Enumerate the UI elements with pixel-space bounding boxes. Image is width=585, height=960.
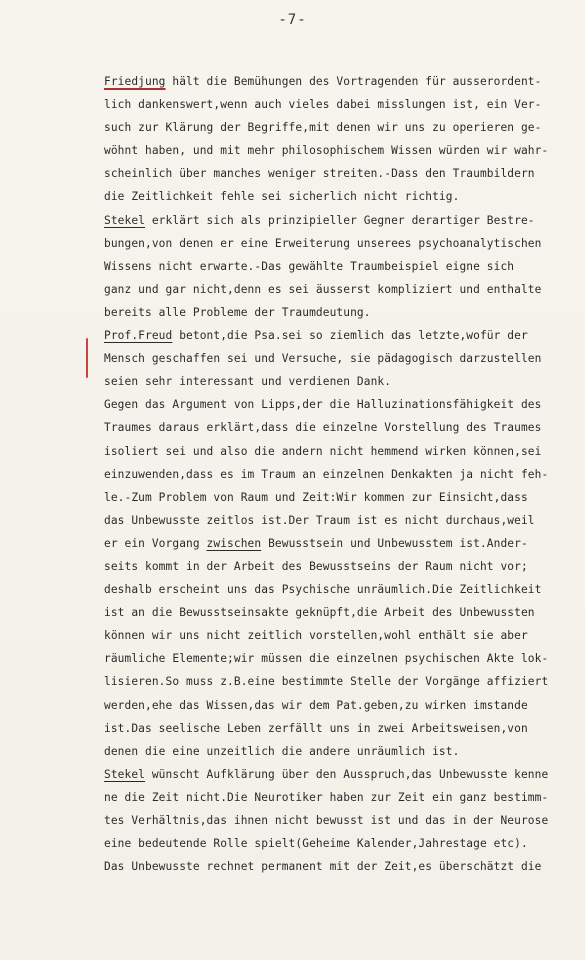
text-line xyxy=(104,393,579,416)
text-line xyxy=(104,786,579,809)
text-line xyxy=(104,162,579,185)
text-line xyxy=(104,624,579,647)
text-line xyxy=(104,670,579,693)
text-line xyxy=(104,486,579,509)
line-text: scheinlich über manches weniger streiten.-Dass den Traumbildern xyxy=(104,167,535,181)
text-line xyxy=(104,93,579,116)
line-text: hält die Bemühungen des Vortragenden für ausserordent- xyxy=(165,75,542,88)
text-line xyxy=(104,809,579,832)
paragraph xyxy=(104,763,579,878)
text-line xyxy=(104,463,579,486)
line-text: wünscht Aufklärung über den Ausspruch,das Unbewusste kenne xyxy=(145,767,549,781)
line-text: Traumes daraus erklärt,dass die einzelne Vorstellung des Traumes xyxy=(104,421,542,435)
line-text: Das Unbewusste rechnet permanent mit der Zeit,es überschätzt die xyxy=(104,860,542,874)
line-text: tes Verhältnis,das ihnen nicht bewusst ist und das in der Neurose xyxy=(104,814,549,827)
text-line xyxy=(104,694,579,717)
line-text: erklärt sich als prinzipieller Gegner derartiger Bestre- xyxy=(145,213,535,227)
line-text: Bewusstsein und Unbewusstem ist.Ander- xyxy=(261,536,528,550)
line-text: lich dankenswert,wenn auch vieles dabei misslungen ist, ein Ver- xyxy=(104,98,542,112)
line-text: er ein Vorgang xyxy=(104,536,207,550)
speaker-name: Prof.Freud xyxy=(104,329,173,343)
text-line xyxy=(104,555,579,578)
text-line xyxy=(104,370,579,393)
text-line xyxy=(104,855,579,878)
line-text: betont,die Psa.sei so ziemlich das letzte,wofür der xyxy=(172,329,528,343)
text-line xyxy=(104,509,579,532)
text-line xyxy=(104,578,579,601)
line-text: wöhnt haben, und mit mehr philosophischem Wissen würden wir wahr- xyxy=(104,144,549,158)
text-line xyxy=(104,185,579,208)
text-line xyxy=(104,139,579,162)
line-text: Gegen das Argument von Lipps,der die Halluzinationsfähigkeit des xyxy=(104,398,542,412)
line-text: ne die Zeit nicht.Die Neurotiker haben zur Zeit ein ganz bestimm- xyxy=(104,790,549,804)
line-text: Wissens nicht erwarte.-Das gewählte Traumbeispiel eigne sich xyxy=(104,259,515,273)
line-text: ist.Das seelische Leben zerfällt uns in zwei Arbeitsweisen,von xyxy=(104,721,528,735)
speaker-name: Friedjung xyxy=(104,75,166,88)
text-line xyxy=(104,717,579,740)
text-line xyxy=(104,209,579,232)
paragraph xyxy=(104,70,579,209)
line-text: Mensch geschaffen sei und Versuche, sie pädagogisch darzustellen xyxy=(104,352,542,366)
line-text: ganz und gar nicht,denn es sei äusserst kompliziert und enthalte xyxy=(104,282,542,296)
page-number: -7- xyxy=(278,12,307,28)
line-text: isoliert sei und also die andern nicht hemmend wirken können,sei xyxy=(104,444,542,458)
line-text: deshalb erscheint uns das Psychische unräumlich.Die Zeitlichkeit xyxy=(104,583,542,597)
line-text: bungen,von denen er eine Erweiterung unserees psychoanalytischen xyxy=(104,236,542,250)
text-line xyxy=(104,116,579,139)
line-text: seits kommt in der Arbeit des Bewusstseins der Raum nicht vor; xyxy=(104,559,528,573)
text-line xyxy=(104,232,579,255)
typescript-body xyxy=(104,70,579,878)
line-text: können wir uns nicht zeitlich vorstellen,wohl enthält sie aber xyxy=(104,629,528,643)
speaker-name: Stekel xyxy=(104,213,146,227)
line-text: ist an die Bewusstseinsakte geknüpft,die Arbeit des Unbewussten xyxy=(104,606,535,620)
text-line xyxy=(104,440,579,463)
line-text: seien sehr interessant und verdienen Dank. xyxy=(104,375,392,389)
line-text: einzuwenden,dass es im Traum an einzelnen Denkakten ja nicht feh- xyxy=(104,467,549,481)
paragraph xyxy=(104,209,579,324)
red-margin-mark xyxy=(86,338,88,378)
text-line xyxy=(104,278,579,301)
line-text: werden,ehe das Wissen,das wir dem Pat.geben,zu wirken imstande xyxy=(104,698,528,712)
text-line xyxy=(104,255,579,278)
text-line xyxy=(104,324,579,347)
text-line xyxy=(104,347,579,370)
text-line xyxy=(104,740,579,763)
line-text: lisieren.So muss z.B.eine bestimmte Stelle der Vorgänge affiziert xyxy=(104,675,549,689)
underlined-word: zwischen xyxy=(206,536,262,550)
text-line xyxy=(104,647,579,670)
text-line xyxy=(104,532,579,555)
text-line xyxy=(104,416,579,439)
line-text: räumliche Elemente;wir müssen die einzelnen psychischen Akte lok- xyxy=(104,652,549,666)
text-line xyxy=(104,70,579,93)
line-text: denen die eine unzeitlich die andere unräumlich ist. xyxy=(104,744,460,758)
text-line xyxy=(104,601,579,624)
text-line xyxy=(104,763,579,786)
text-line xyxy=(104,832,579,855)
line-text: das Unbewusste zeitlos ist.Der Traum ist es nicht durchaus,weil xyxy=(104,513,535,527)
line-text: such zur Klärung der Begriffe,mit denen wir uns zu operieren ge- xyxy=(104,121,542,135)
paragraph xyxy=(104,324,579,763)
line-text: die Zeitlichkeit fehle sei sicherlich nicht richtig. xyxy=(104,190,460,204)
line-text: le.-Zum Problem von Raum und Zeit:Wir kommen zur Einsicht,dass xyxy=(104,490,528,504)
text-line xyxy=(104,301,579,324)
speaker-name: Stekel xyxy=(104,767,146,781)
line-text: bereits alle Probleme der Traumdeutung. xyxy=(104,305,371,319)
line-text: eine bedeutende Rolle spielt(Geheime Kalender,Jahrestage etc). xyxy=(104,837,528,851)
